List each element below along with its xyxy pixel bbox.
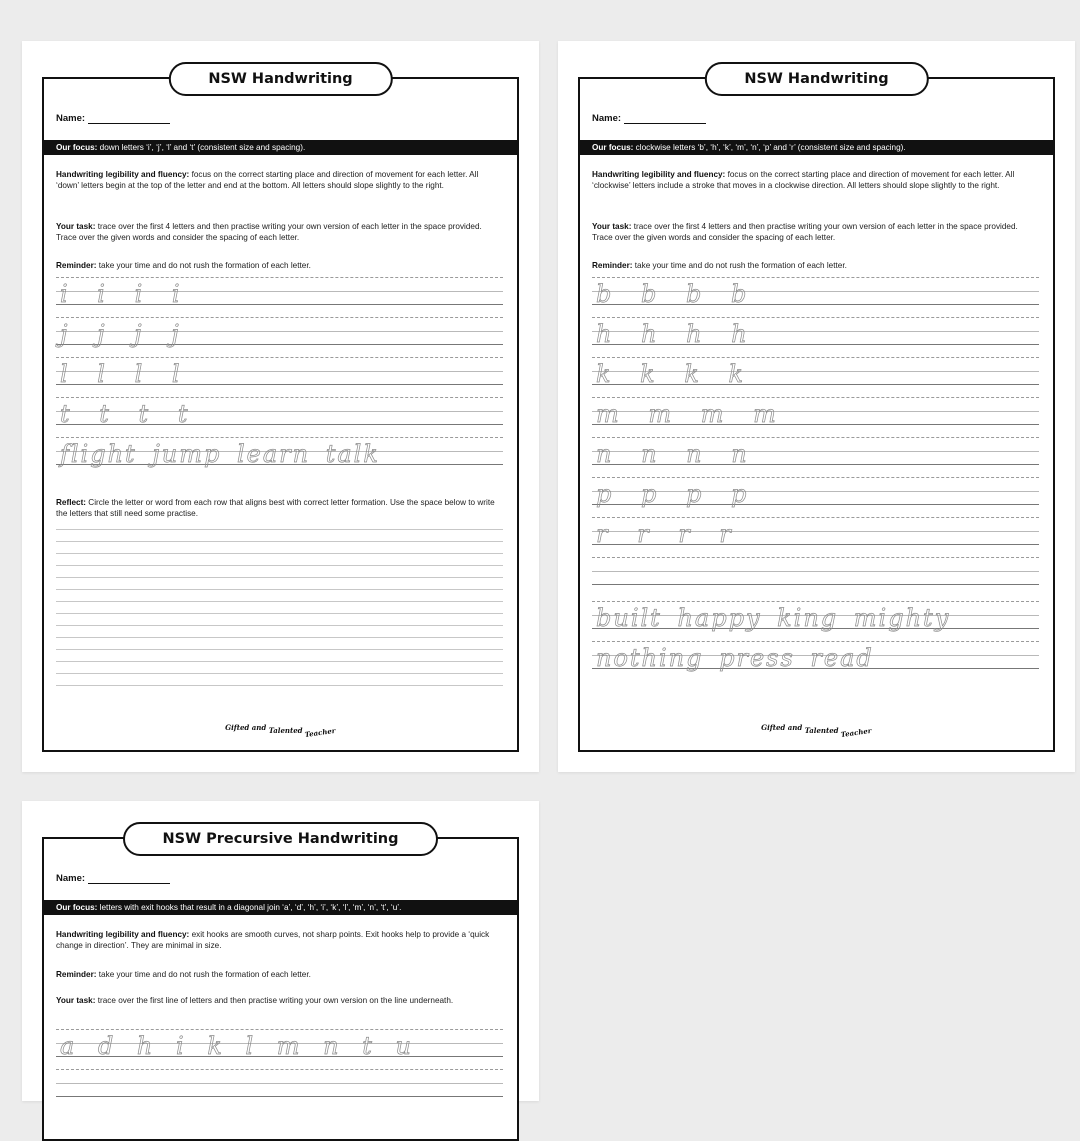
trace-row[interactable] [56, 357, 503, 388]
task-paragraph [56, 221, 503, 243]
name-line[interactable] [88, 874, 170, 884]
trace-row[interactable] [592, 357, 1039, 388]
writing-line[interactable] [56, 625, 503, 626]
worksheet-frame [42, 831, 519, 1141]
tracing-area[interactable] [56, 1029, 503, 1109]
name-field[interactable] [56, 873, 170, 884]
writing-line[interactable] [56, 649, 503, 650]
trace-letters[interactable]: t t t t [60, 400, 196, 428]
trace-row[interactable] [592, 397, 1039, 428]
writing-line[interactable] [56, 541, 503, 542]
task-label: Your task: [592, 222, 632, 231]
trace-letters[interactable]: n n n n [596, 440, 755, 468]
name-line[interactable] [624, 114, 706, 124]
tracing-area[interactable] [56, 277, 503, 477]
worksheet-title: NSW Handwriting [704, 62, 928, 96]
trace-row-words[interactable] [56, 437, 503, 468]
practice-row[interactable] [592, 557, 1039, 585]
focus-text: clockwise letters ‘b’, ‘h’, ‘k’, ‘m’, ‘n’, ‘p’ and ‘r’ (consistent size and spacing). [633, 143, 906, 152]
focus-label: Our focus: [56, 143, 98, 152]
reminder-paragraph [592, 260, 1039, 271]
worksheet-precursive [22, 801, 539, 1101]
task-paragraph [56, 995, 503, 1006]
focus-label: Our focus: [56, 903, 98, 912]
trace-letters[interactable]: a d h i k l m n t u [60, 1032, 414, 1060]
trace-letters[interactable]: k k k k [596, 360, 752, 388]
trace-letters[interactable]: r r r r [596, 520, 739, 548]
focus-bar [580, 140, 1053, 155]
trace-words[interactable]: nothing press read [596, 644, 874, 672]
task-text: trace over the first 4 letters and then practise writing your own version of each letter in the space provided. Trace over the given words and consider the spacing of each letter. [592, 222, 1018, 243]
trace-row[interactable] [56, 397, 503, 428]
task-text: trace over the first line of letters and then practise writing your own version on the line underneath. [95, 996, 454, 1005]
writing-line[interactable] [56, 685, 503, 686]
task-paragraph [592, 221, 1039, 243]
trace-letters[interactable]: i i i i [60, 280, 188, 308]
legibility-paragraph [56, 929, 503, 951]
reminder-paragraph [56, 260, 503, 271]
trace-row[interactable] [592, 477, 1039, 508]
name-label: Name: [56, 113, 86, 124]
writing-line[interactable] [56, 613, 503, 614]
trace-words[interactable]: built happy king mighty [596, 604, 951, 632]
legibility-text: exit hooks are smooth curves, not sharp points. Exit hooks help to provide a ‘quick change in direction’. They are minimal in size. [56, 930, 490, 951]
legibility-paragraph [56, 169, 503, 191]
name-field[interactable] [56, 113, 170, 124]
reflect-text: Circle the letter or word from each row that aligns best with correct letter formation. Use the space below to write the letters that still need some practise. [56, 498, 495, 519]
focus-bar [44, 900, 517, 915]
tracing-area[interactable] [592, 277, 1039, 681]
worksheet-clockwise-letters [558, 41, 1075, 772]
worksheet-down-letters [22, 41, 539, 772]
reminder-paragraph [56, 969, 503, 980]
name-label: Name: [592, 113, 622, 124]
reflect-label: Reflect: [56, 498, 87, 507]
trace-row[interactable] [56, 1029, 503, 1060]
writing-line[interactable] [56, 589, 503, 590]
writing-line[interactable] [56, 637, 503, 638]
trace-row[interactable] [56, 277, 503, 308]
writing-line[interactable] [56, 601, 503, 602]
trace-letters[interactable]: h h h h [596, 320, 755, 348]
writing-line[interactable] [56, 565, 503, 566]
trace-letters[interactable]: l l l l [60, 360, 188, 388]
reminder-text: take your time and do not rush the formation of each letter. [96, 261, 311, 270]
writing-line[interactable] [56, 661, 503, 662]
name-label: Name: [56, 873, 86, 884]
focus-bar [44, 140, 517, 155]
focus-label: Our focus: [592, 143, 634, 152]
legibility-text: focus on the correct starting place and direction of movement for each letter. All ‘down’ letters begin at the top of the letter and end at the bottom. All letters should slope slightly to the right. [56, 170, 479, 191]
reminder-label: Reminder: [56, 970, 97, 979]
reflect-writing-area[interactable] [56, 529, 503, 697]
trace-letters[interactable]: j j j j [60, 320, 187, 348]
writing-line[interactable] [56, 529, 503, 530]
trace-letters[interactable]: b b b b [596, 280, 755, 308]
writing-line[interactable] [56, 577, 503, 578]
worksheet-frame [42, 71, 519, 752]
task-label: Your task: [56, 996, 96, 1005]
brand-logo: Gifted and Talented Teacher [225, 723, 337, 740]
legibility-paragraph [592, 169, 1039, 191]
trace-row[interactable] [592, 277, 1039, 308]
worksheet-frame [578, 71, 1055, 752]
trace-row[interactable] [592, 317, 1039, 348]
worksheet-title: NSW Handwriting [168, 62, 392, 96]
reminder-text: take your time and do not rush the formation of each letter. [632, 261, 847, 270]
legibility-text: focus on the correct starting place and direction of movement for each letter. All ‘clockwise’ letters include a stroke that moves in a clockwise direction. All letters should slope slightly to the right. [592, 170, 1015, 191]
trace-row-words[interactable] [592, 641, 1039, 672]
name-field[interactable] [592, 113, 706, 124]
name-line[interactable] [88, 114, 170, 124]
reminder-label: Reminder: [56, 261, 97, 270]
trace-letters[interactable]: m m m m [596, 400, 784, 428]
trace-words[interactable]: flight jump learn talk [60, 440, 380, 468]
legibility-label: Handwriting legibility and fluency: [592, 170, 726, 179]
task-label: Your task: [56, 222, 96, 231]
trace-letters[interactable]: p p p p [596, 480, 755, 508]
task-text: trace over the first 4 letters and then practise writing your own version of each letter in the space provided. Trace over the given words and consider the spacing of each letter. [56, 222, 482, 243]
legibility-label: Handwriting legibility and fluency: [56, 930, 190, 939]
reminder-label: Reminder: [592, 261, 633, 270]
brand-logo: Gifted and Talented Teacher [761, 723, 873, 740]
focus-text: letters with exit hooks that result in a diagonal join ‘a’, ‘d’, ‘h’, ‘i’, ‘k’, ‘l’, ‘m’, ‘n’, ‘t’, ‘u’. [97, 903, 402, 912]
writing-line[interactable] [56, 553, 503, 554]
trace-row[interactable] [592, 517, 1039, 548]
trace-row[interactable] [56, 317, 503, 348]
trace-row-words[interactable] [592, 601, 1039, 632]
writing-line[interactable] [56, 673, 503, 674]
reflect-paragraph [56, 497, 503, 519]
worksheet-title: NSW Precursive Handwriting [123, 822, 439, 856]
focus-text: down letters ‘i’, ‘j’, ‘l’ and ‘t’ (consistent size and spacing). [97, 143, 306, 152]
trace-row[interactable] [592, 437, 1039, 468]
legibility-label: Handwriting legibility and fluency: [56, 170, 190, 179]
practice-row[interactable] [56, 1069, 503, 1097]
reminder-text: take your time and do not rush the formation of each letter. [96, 970, 311, 979]
